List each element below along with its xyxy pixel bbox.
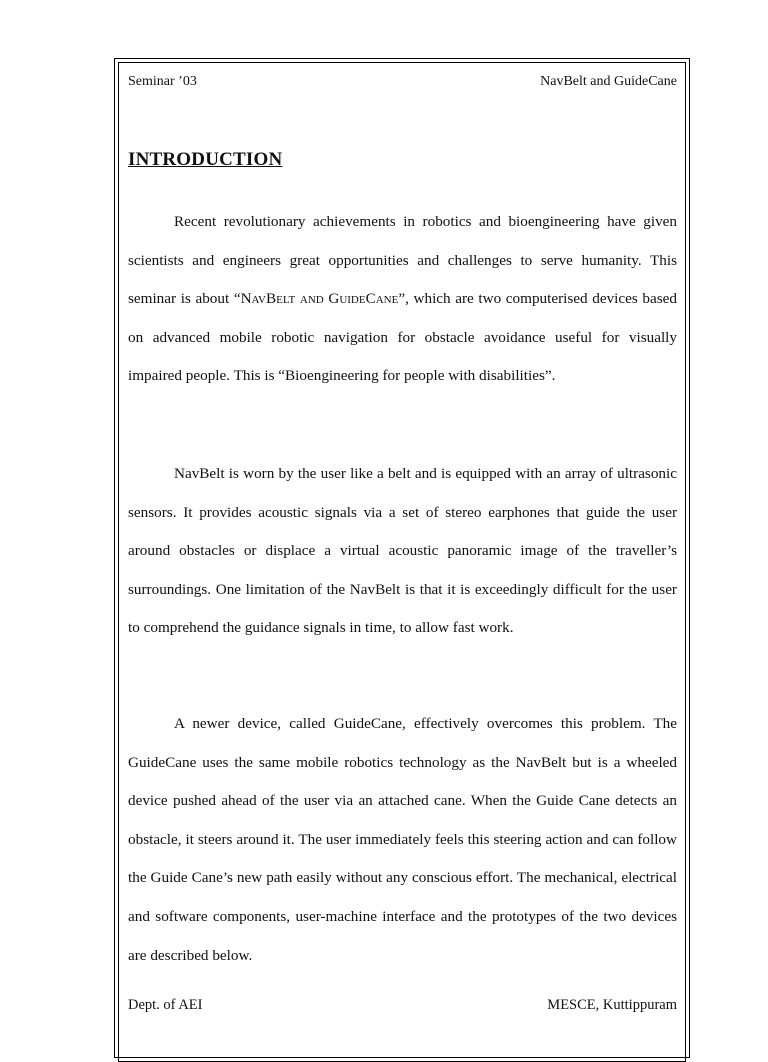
paragraph-1-smallcaps: NavBelt and GuideCane xyxy=(240,290,399,308)
header-right-text: NavBelt and GuideCane xyxy=(540,74,677,89)
paragraph-1-text-b: ”, which are two computerised devices based on advanced mobile robotic navigation for obstacle avoidance useful for visually impaired people. This is “Bioengineering for people with disabilities”. xyxy=(128,290,677,385)
footer-left-text: Dept. of AEI xyxy=(128,997,203,1013)
section-title: INTRODUCTION xyxy=(128,149,283,170)
paragraph-1-text-a: Recent revolutionary achievements in robotics and bioengineering have given scientists and engineers great opportunities and challenges to serve humanity. This seminar is about “ xyxy=(128,213,677,308)
page-header xyxy=(128,72,677,92)
paragraph-3 xyxy=(128,705,677,975)
paragraph-2 xyxy=(128,455,677,648)
page-footer xyxy=(128,995,677,1015)
header-left-text: Seminar ’03 xyxy=(128,74,197,89)
paragraph-2-text: NavBelt is worn by the user like a belt and is equipped with an array of ultrasonic sensors. It provides acoustic signals via a set of stereo earphones that guide the user around obstacles or displace a virtual acoustic panoramic image of the traveller’s surroundings. One limitation of the NavBelt is that it is exceedingly difficult for the user to comprehend the guidance signals in time, to allow fast work. xyxy=(128,465,677,637)
paragraph-1 xyxy=(128,203,677,396)
footer-right-text: MESCE, Kuttippuram xyxy=(547,997,677,1013)
paragraph-3-text: A newer device, called GuideCane, effectively overcomes this problem. The GuideCane uses the same mobile robotics technology as the NavBelt but is a wheeled device pushed ahead of the user via an attached cane. When the Guide Cane detects an obstacle, it steers around it. The user immediately feels this steering action and can follow the Guide Cane’s new path easily without any conscious effort. The mechanical, electrical and software components, user-machine interface and the prototypes of the two devices are described below. xyxy=(128,715,677,964)
